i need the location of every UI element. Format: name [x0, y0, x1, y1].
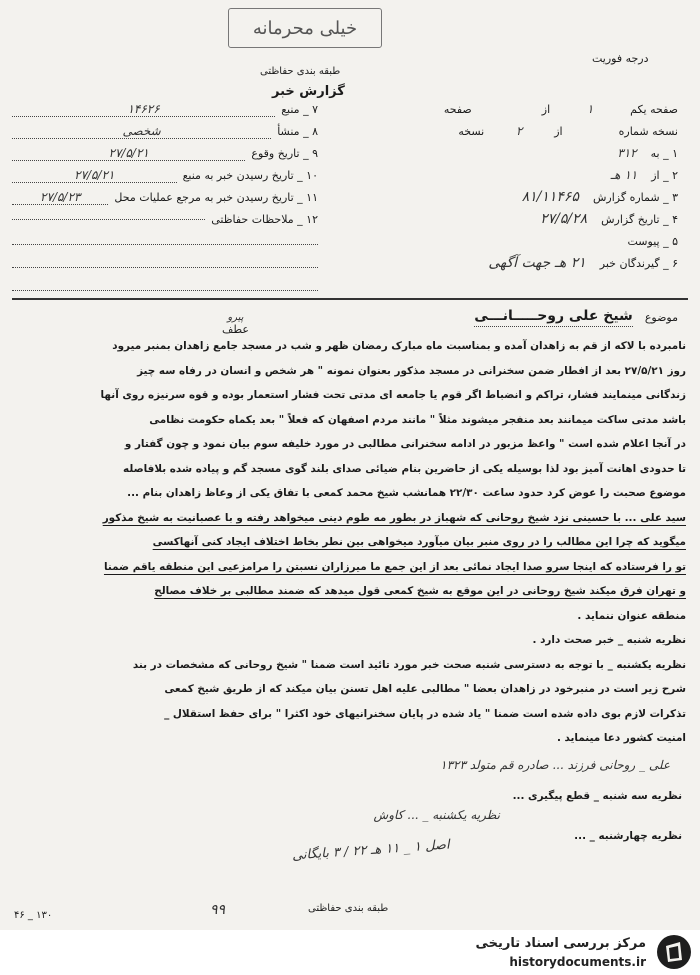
stamp-text: خیلی محرمانه	[252, 17, 358, 39]
meta-row-copy: نسخه شماره از ۲ نسخه	[458, 124, 678, 138]
body-line: روز ۲۷/۵/۲۱ بعد از افطار ضمن سخنرانی در مسجد مذکور بعنوان نمونه " هر شخص و انسان در رفاه سه چیز	[137, 364, 686, 377]
classification-top: طبقه بندی حفاظتی	[260, 66, 341, 77]
body-line: نظریه یکشنبه _ با توجه به دسترسی شنبه صحت خبر مورد تائید است ضمنا " شیخ روحانی که مشخصات در بند	[132, 658, 686, 671]
archive-name: مرکز بررسی اسناد تاریخی	[475, 936, 646, 951]
dotted-line	[12, 290, 318, 291]
classification-bottom: طبقه بندی حفاظتی	[308, 903, 389, 914]
document-title: گزارش خبر	[272, 84, 345, 99]
meta-row-report-number: ۳ _ شماره گزارش ۸۱/۱۱۴۶۵	[521, 189, 678, 205]
header-divider	[12, 298, 688, 300]
meta-row-received-source: ۱۰ _ تاریخ رسیدن خبر به منبع ۲۷/۵/۲۱	[12, 164, 318, 186]
body-line: تا حدودی اهانت آمیز بود لذا بوسیله یکی از حاضرین بنام ضیائی صدای بلند گوی مسجد گم و پیاده شده بلافاصله	[123, 462, 686, 475]
body-line: نظریه چهارشنبه _ ...	[574, 830, 682, 842]
meta-row-security-notes: ۱۲ _ ملاحظات حفاظتی	[12, 208, 318, 230]
archive-website[interactable]: historydocuments.ir	[509, 955, 646, 969]
body-line: امنیت کشور دعا مینماید .	[556, 732, 686, 744]
handwritten-note-1: علی _ روحانی فرزند ... صادره قم متولد ۱۳۲۳	[440, 758, 670, 772]
subject-value: شیخ علی روحـــــانـــی	[474, 308, 633, 327]
copy-number-handwritten: ۲	[516, 124, 523, 138]
page-number: ۹۹	[210, 902, 226, 918]
body-line: در آنجا اعلام شده است " واعظ مزبور در ادامه سخنرانی مطالبی در مورد خلیفه سوم بیان نمود و چون گفتار و	[124, 438, 686, 450]
body-line: باشد مدتی ساکت میمانند بعد منفجر میشوند مثلاً " مانند مردم اصفهان که فعلاً " بعد یکماه حکومت نظامی	[149, 413, 686, 426]
subject-label: موضوع	[644, 311, 678, 324]
form-code: ۴۶ _ ۱۳۰	[14, 910, 53, 921]
reference-block	[222, 312, 249, 336]
meta-row-source: ۷ _ منبع ۱۴۶۲۶	[12, 98, 318, 120]
handwritten-note-3: اصل ۱ _ ۱۱ هـ ۲۲ / ۳ بایگانی	[291, 837, 451, 864]
meta-row-to: ۱ _ به ۳۱۲	[617, 146, 678, 160]
body-line: نامبرده با لاکه از قم به زاهدان آمده و بمناسبت ماه مبارک رمضان ظهر و شب در مسجد جامع زاهدان بمنبر میرود	[112, 340, 686, 352]
body-line-underlined: تو را فرستاده که اینجا سرو صدا ایجاد نمائی بعد از این جمع ما میرزاران نسبتن را مرامزعیی این منطقه یاقم ضمنا	[103, 560, 686, 573]
reference-handwritten: پیرو	[227, 312, 244, 323]
meta-row-origin: ۸ _ منشأ شخصی	[12, 120, 318, 142]
meta-row-attachment: ۵ _ پیوست	[627, 234, 678, 248]
reference-label: عطف	[222, 323, 249, 336]
confidential-stamp	[228, 8, 382, 48]
body-line-underlined: و تهران فرق میکند شیخ روحانی در این موقع به شیخ کمعی قول میدهد که ضمند مطالبی بر خلاف مصالح	[154, 585, 686, 597]
handwritten-note-2: نظریه یکشنبه _ ... کاوش	[373, 808, 500, 822]
body-line: تذکرات لازم بوی داده شده است ضمنا " یاد شده در پایان سخنرانیهای خود اکثرا " برای حفظ استقلال _	[164, 707, 686, 720]
body-line: نظریه سه شنبه _ قطع پیگیری ...	[512, 790, 682, 802]
body-line: منطقه عنوان ننماید .	[577, 609, 686, 622]
meta-row-from: ۲ _ از ۱۱ هـ	[610, 168, 678, 182]
body-line: موضوع صحبت را عوض کرد حدود ساعت ۲۲/۳۰ همانشب شیخ محمد کمعی با تفاق یکی از وعاظ زاهدان بنام ...	[127, 487, 686, 499]
meta-row-page: صفحه یکم ۱ از صفحه	[443, 102, 678, 116]
urgency-label: درجه فوریت	[592, 52, 649, 65]
meta-right	[378, 98, 678, 274]
dotted-line	[12, 244, 318, 245]
archive-logo-icon	[656, 934, 692, 970]
body-line: زندگانی مینمایند فشار، تراکم و انضباط اگر قوم یا جامعه ای مدتی تحت فشار استعمار بوده و قوه سرنیزه روی آنها	[100, 389, 686, 401]
meta-row-occurrence-date: ۹ _ تاریخ وقوع ۲۷/۵/۲۱	[12, 142, 318, 164]
meta-row-recipients: ۶ _ گیرندگان خبر ۲۱ هـ جهت آگهی	[488, 255, 678, 271]
meta-row-received-local: ۱۱ _ تاریخ رسیدن خبر به مرجع عملیات محل ۲۷/۵/۲۳	[12, 186, 318, 208]
body-line-underlined: سید علی ... با حسینی نزد شیخ روحانی که شهباز در بطور مه طوم دینی میخواهد رفته و با عصبانیت به شیخ مذکور	[102, 511, 686, 524]
body-line: نظریه شنبه _ خبر صحت دارد .	[532, 634, 686, 646]
body-line: شرح زیر است در منبرخود در زاهدان بعضا " مطالبی علیه اهل تسنن بیان میکند که از طریق شیخ کمعی	[164, 683, 686, 695]
meta-row-report-date: ۴ _ تاریخ گزارش ۲۷/۵/۲۸	[540, 211, 678, 227]
page-number-handwritten: ۱	[586, 102, 594, 116]
dotted-line	[12, 267, 318, 268]
report-body	[14, 334, 686, 751]
meta-left	[12, 98, 318, 291]
subject-row	[238, 308, 678, 327]
body-line-underlined: میگوید که چرا این مطالب را در روی منبر بیان میآورد میخواهی بین نطر بخاط اختلاف ایجاد کنی آنهاکسی	[152, 536, 686, 548]
